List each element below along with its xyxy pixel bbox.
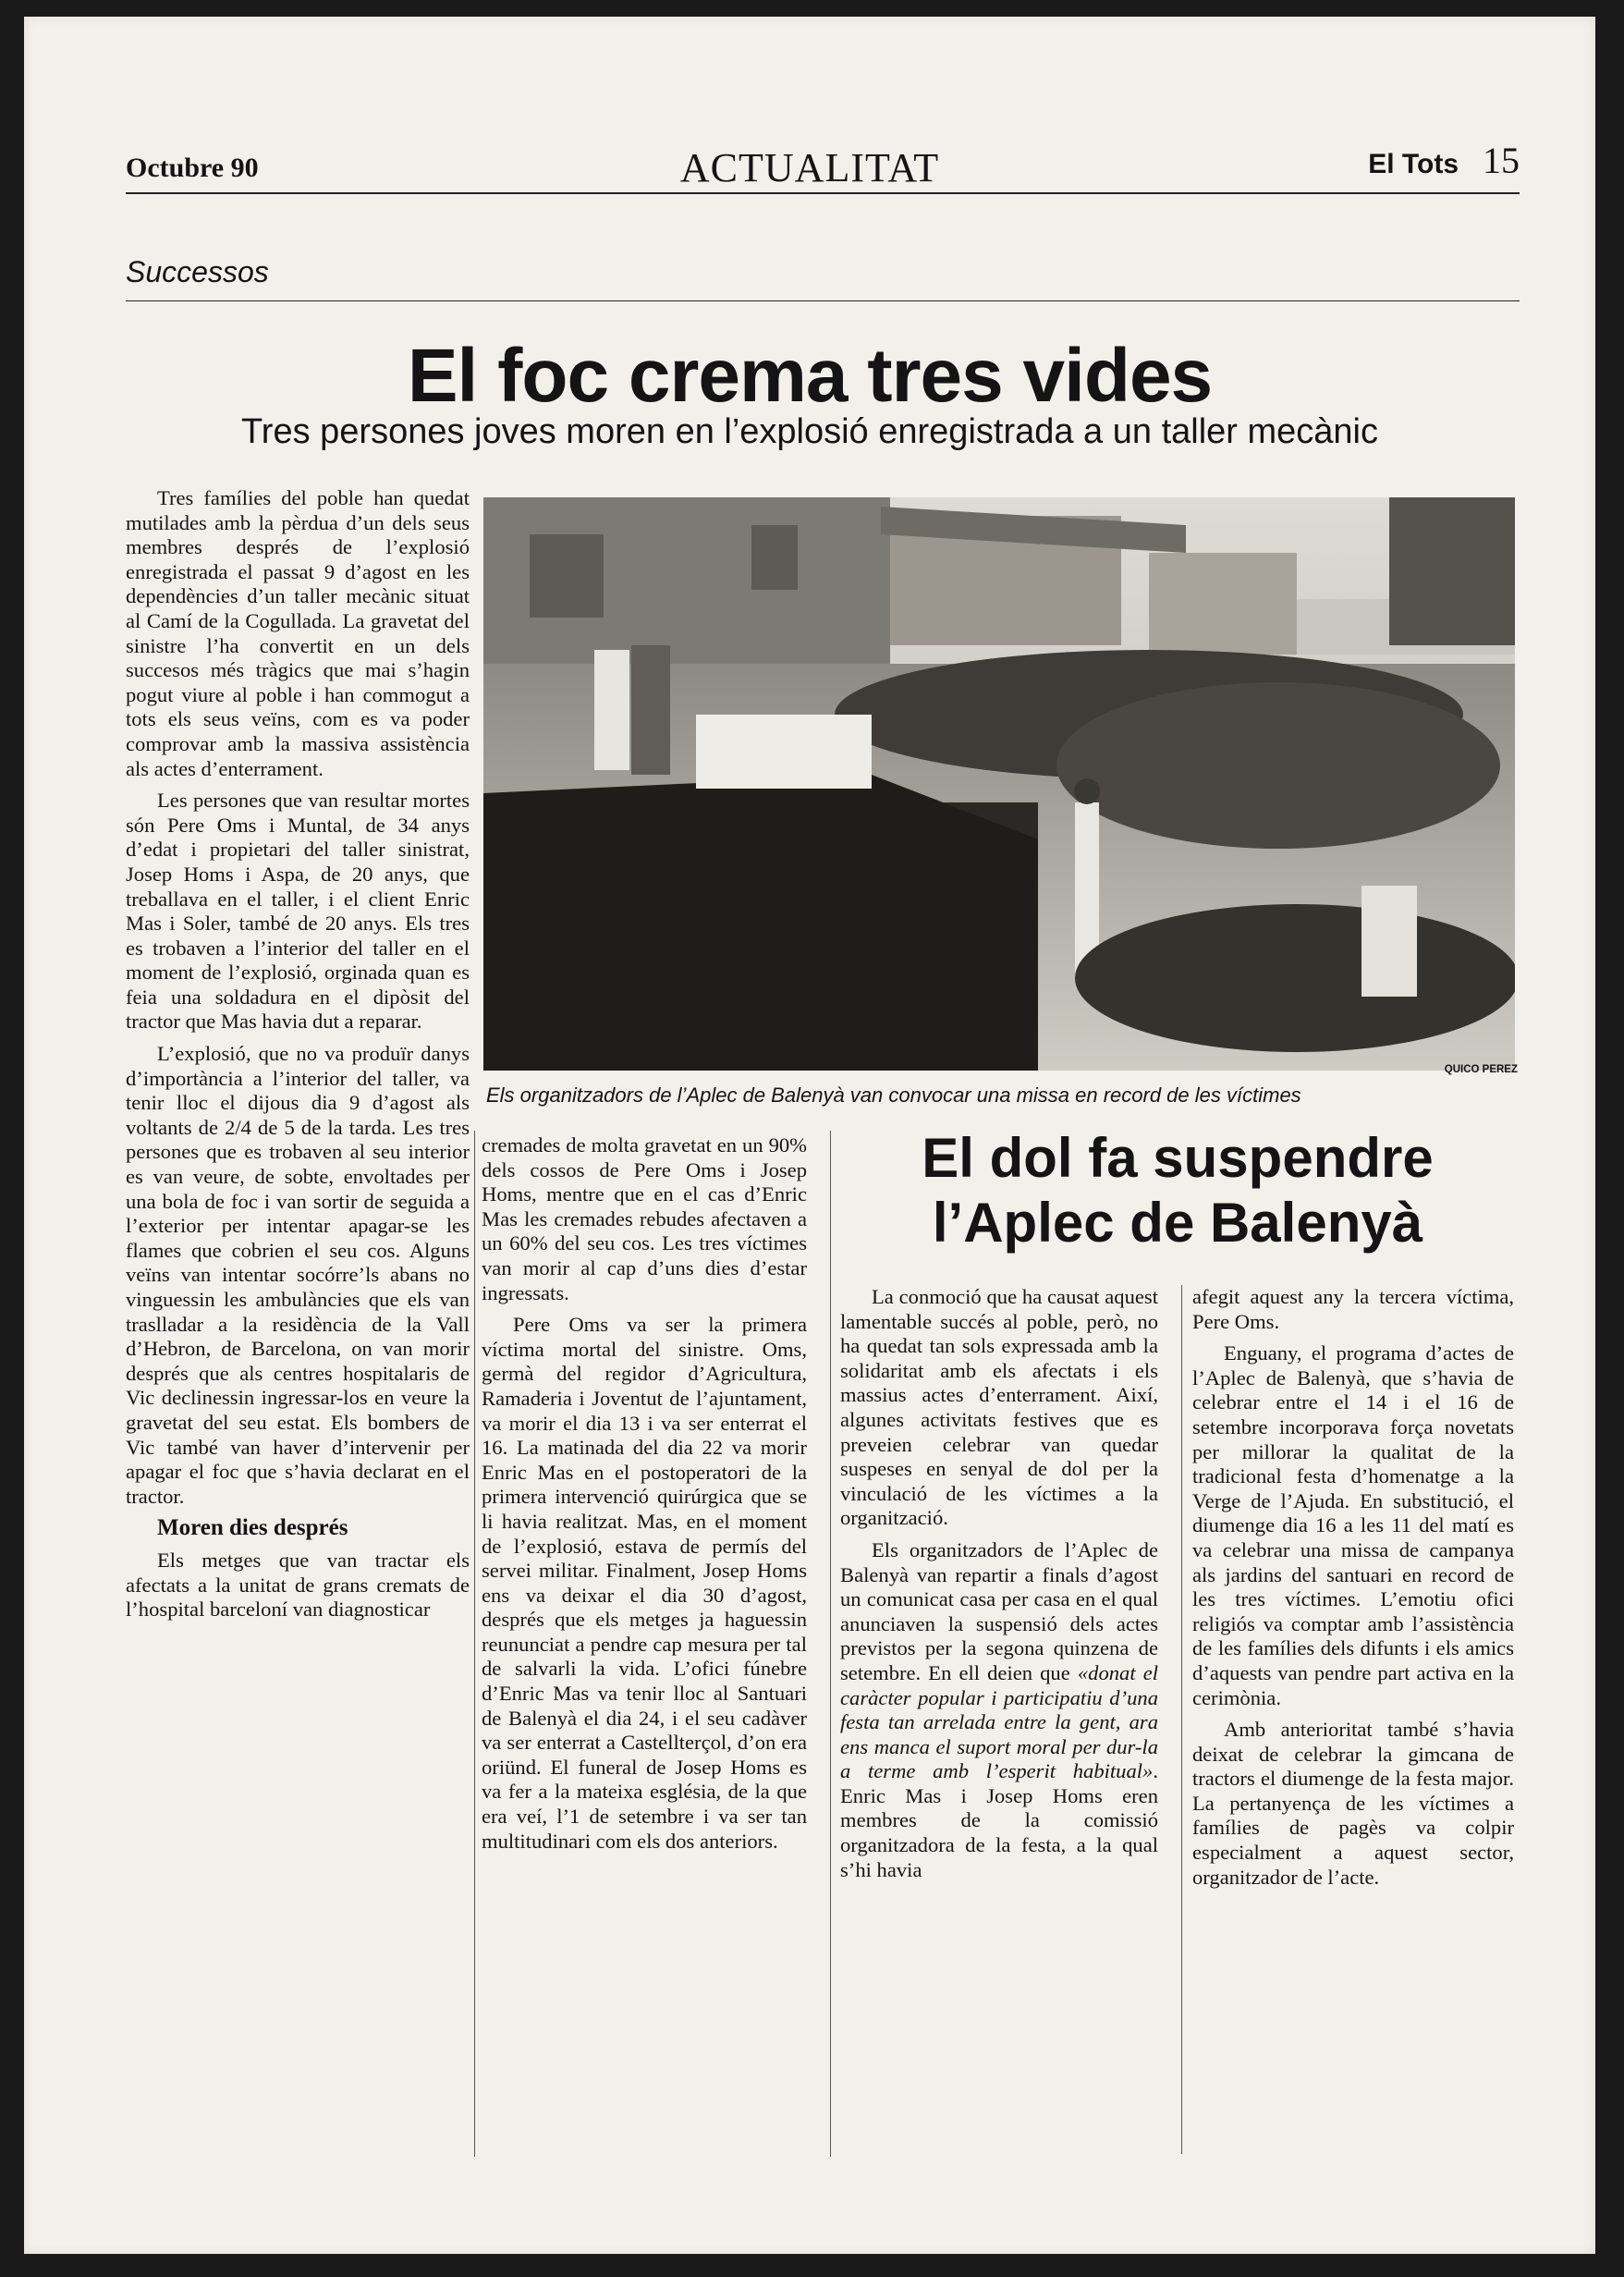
paragraph: La conmoció que ha causat aquest lamentable succés al poble, però, no ha quedat tan sols expressada amb la solidaritat amb els afectats i els massius actes d’enterrament. Així, algunes activitats festives que es preveien celebrar van quedar suspeses en senyal de dol per la vinculació de les víctimes a la organització. [840,1285,1158,1530]
paragraph: Pere Oms va ser la primera víctima mortal del sinistre. Oms, germà del regidor d’Agricultura, Ramaderia i Joventut de l’ajuntament, va morir el dia 13 i va ser enterrat el 16. La matinada del dia 22 va morir Enric Mas en el postoperatori de la primera intervenció quirúrgica que se li havia realitzat. Mas, en el moment de l’explosió, estava de permís del servei militar. Finalment, Josep Homs ens va deixar el dia 30 d’agost, després que els metges ja haguessin reununciat a pendre cap mesura per tal de salvarli la vida. L’ofici fúnebre d’Enric Mas va tenir lloc al Santuari de Balenyà el dia 24, i el seu cadàver va ser enterrat a Castellterçol, d’on era oriünd. El funeral de Josep Homs es va fer a la mateixa església, de la que era veí, l’1 de setembre i va ser tan multitudinari com els dos anteriors. [482,1313,807,1853]
publication-name: El Tots [1368,149,1459,179]
paragraph: Enguany, el programa d’actes de l’Aplec de Balenyà, que s’havia de celebrar entre el 14 i el 16 de setembre incorporava força novetats per millorar la qualitat de la tradicional festa d’homenatge a la Verge de l’Ajuda. En substitució, el diumenge dia 16 a les 11 del matí es va celebrar una missa de campanya als jardins del santuari en record de les tres víctimes. L’emotiu ofici religiós va comptar amb l’assistència de les famílies dels difunts i els amics d’aquests van pendre part activa en la cerimònia. [1192,1341,1514,1709]
text-run: . Enric Mas i Josep Homs eren membres de la comissió organitzadora de la festa, a la qual s’hi havia [840,1759,1158,1881]
article-column-2 [482,1133,807,1854]
news-photo [483,497,1515,1071]
newspaper-page [24,17,1595,2254]
page-number: 15 [1483,140,1520,181]
title-line: l’Aplec de Balenyà [932,1192,1423,1254]
article-title: El foc crema tres vides [407,334,1213,418]
paragraph: afegit aquest any la tercera víctima, Pere Oms. [1192,1285,1514,1333]
paragraph [840,1538,1158,1882]
paragraph: cremades de molta gravetat en un 90% dels cossos de Pere Oms i Josep Homs, mentre que en el cas d’Enric Mas les cremades rebudes afectaven a un 60% del seu cos. Les tres víctimes van morir al cap d’uns dies d’estar ingressats. [482,1133,807,1304]
section-rule [126,300,1520,301]
article-column-1 [126,486,470,1622]
publication-info [1368,139,1520,182]
section-heading: ACTUALITAT [679,145,940,190]
header-rule [126,192,1520,194]
article-column-4 [1192,1285,1514,1890]
column-rule [1181,1285,1182,2154]
text-run: Els organitzadors de l’Aplec de Balenyà van repartir a finals d’agost un comunicat casa per casa en el qual anunciaven la suspensió dels actes previstos per la segona quinzena de setembre. En ell deien que [840,1537,1158,1684]
article-subtitle: Tres persones joves moren en l’explosió enregistrada a un taller mecànic [241,412,1378,451]
paragraph: Els metges que van tractar els afectats a la unitat de grans cremats de l’hospital barceloní van diagnosticar [126,1548,470,1622]
paragraph: L’explosió, que no va produïr danys d’importància a l’interior del taller, va tenir lloc el dijous dia 9 d’agost als voltants de 2/4 de 5 de la tarda. Les tres persones que es trobaven al seu interior es van veure, de sobte, envoltades per una bola de foc i van sortir de seguida a l’exterior per intentar apagar-se les flames que cobrien el seu cos. Alguns veïns van intentar socórre’ls abans no vinguessin les ambulàncies que els van traslladar a la residència de la Vall d’Hebron, de Barcelona, on van morir després que als centres hospitalaris de Vic declinessin ingressar-los en veure la gravetat del seu estat. Els bombers de Vic també van haver d’intervenir per apagar el foc que s’havia declarat en el tractor. [126,1042,470,1508]
subheading: Moren dies després [157,1515,348,1541]
quote: «donat el caràcter popular i participatiu d’una festa tan arrelada entre la gent, ara ens manca el suport moral per dur-la a terme amb l’esperit habitual» [840,1660,1159,1783]
column-rule [474,1131,475,2157]
paragraph: Les persones que van resultar mortes són Pere Oms i Muntal, de 34 anys d’edat i propietari del taller sinistrat, Josep Homs i Aspa, de 20 anys, que treballava en el taller, i el client Enric Mas i Soler, també de 20 anys. Els tres es trobaven a l’interior del taller en el moment de l’explosió, orginada quan es feia una soldadura en el dipòsit del tractor que Mas havia dut a reparar. [126,789,470,1034]
paragraph: Amb anterioritat també s’havia deixat de celebrar la gimcana de tractors el diumenge de la festa major. La pertanyença de les víctimes a famílies de pagès va colpir especialment a aquest sector, organitzador de l’acte. [1192,1718,1514,1889]
photo-caption: Els organitzadors de l’Aplec de Balenyà van convocar una missa en record de les víctimes [486,1083,1301,1107]
title-line: El dol fa suspendre [922,1127,1434,1189]
paragraph: Tres famílies del poble han quedat mutilades amb la pèrdua d’un dels seus membres després de l’explosió enregistrada el passat 9 d’agost en les dependències d’un taller mecànic situat al Camí de la Cogullada. La gravetat del sinistre l’ha convertit en un dels succesos més tràgics que mai s’hagin pogut viure al poble i han commogut a tots els seus veïns, com es va poder comprovar amb la massiva assistència als actes d’enterrament. [126,486,470,780]
photo-illustration [483,497,1515,1071]
second-article-title [841,1126,1514,1255]
issue-date: Octubre 90 [126,153,259,183]
column-rule [830,1131,831,2157]
section-label: Successos [126,255,269,288]
photo-credit: QUICO PEREZ [1444,1064,1518,1075]
article-column-3 [840,1285,1158,1882]
